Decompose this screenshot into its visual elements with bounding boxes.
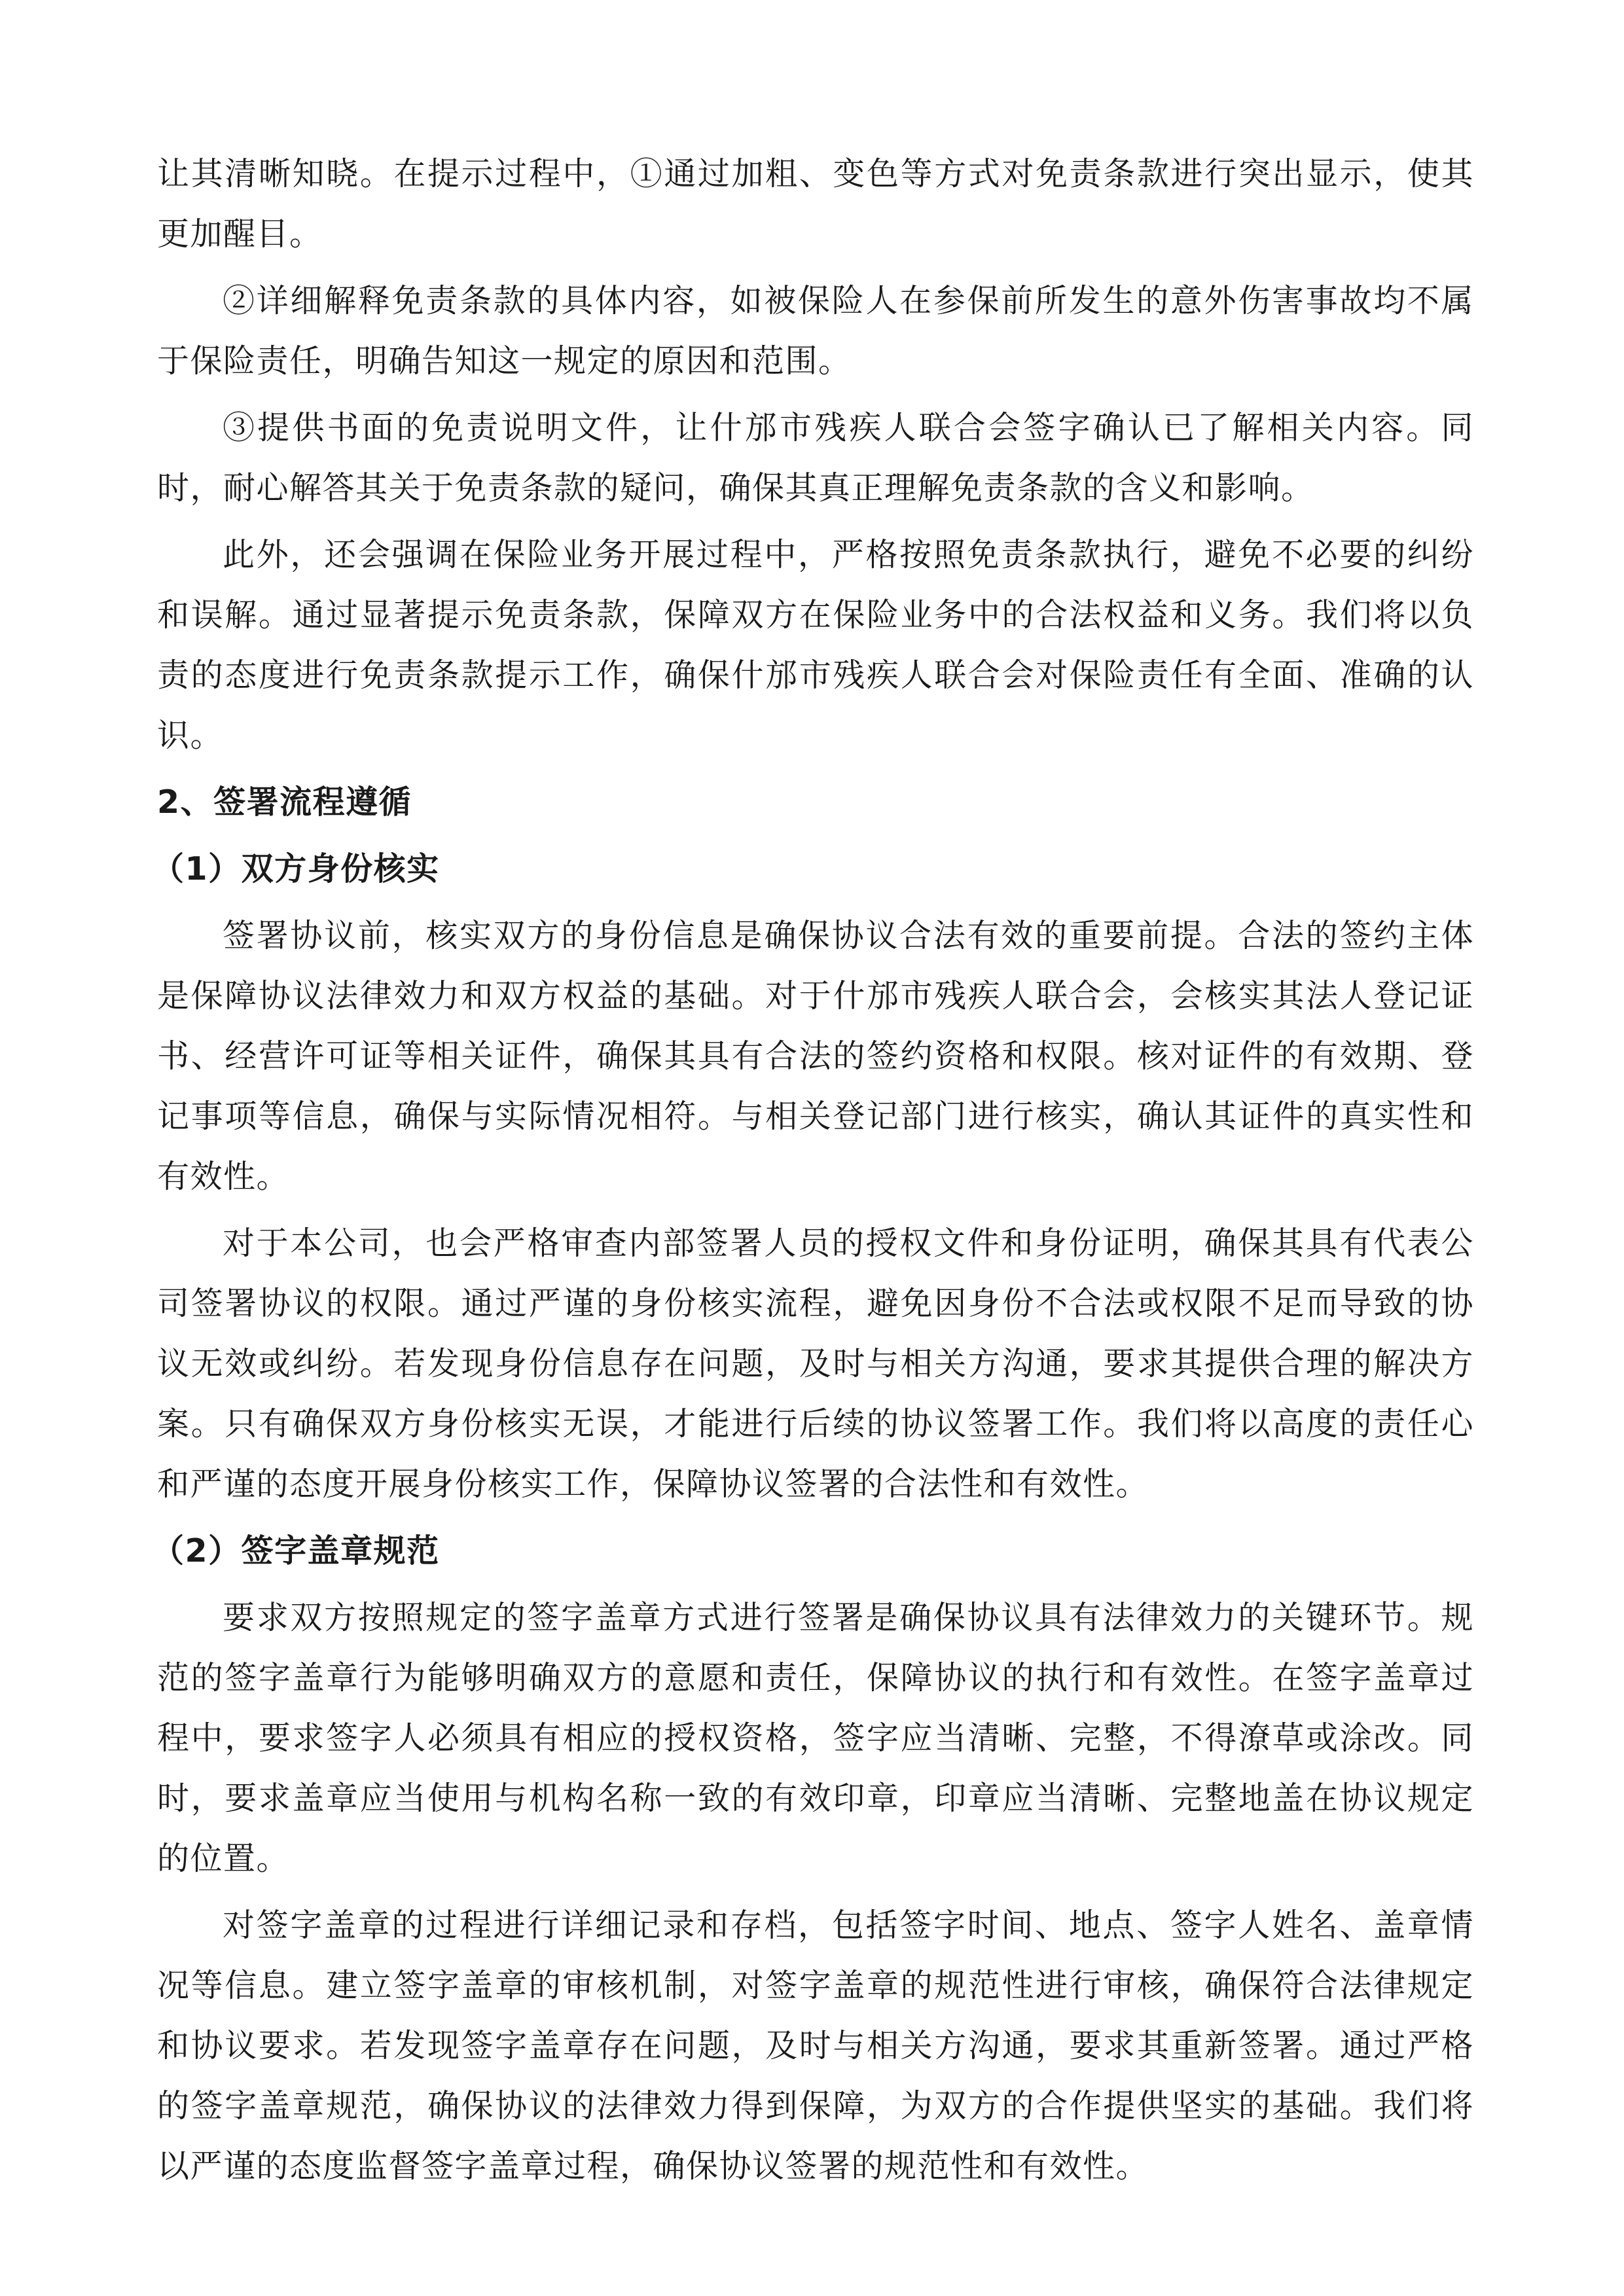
- paragraph-item-2: ②详细解释免责条款的具体内容，如被保险人在参保前所发生的意外伤害事故均不属于保险责任，明确告知这一规定的原因和范围。: [157, 282, 1474, 380]
- paragraph-identity-1: 签署协议前，核实双方的身份信息是确保协议合法有效的重要前提。合法的签约主体是保障协议法律效力和双方权益的基础。对于什邡市残疾人联合会，会核实其法人登记证书、经营许可证等相关证件，确保其具有合法的签约资格和权限。核对证件的有效期、登记事项等信息，确保与实际情况相符。与相关登记部门进行核实，确认其证件的真实性和有效性。: [157, 917, 1474, 1195]
- paragraph-continuation: 让其清晰知晓。在提示过程中，①通过加粗、变色等方式对免责条款进行突出显示，使其更加醒目。: [157, 155, 1474, 253]
- document-body: [152, 144, 1474, 2203]
- subsection-title-identity: （1）双方身份核实: [152, 850, 440, 888]
- paragraph-additional: 此外，还会强调在保险业务开展过程中，严格按照免责条款执行，避免不必要的纠纷和误解。通过显著提示免责条款，保障双方在保险业务中的合法权益和义务。我们将以负责的态度进行免责条款提示工作，确保什邡市残疾人联合会对保险责任有全面、准确的认识。: [157, 536, 1474, 754]
- paragraph-signature-1: 要求双方按照规定的签字盖章方式进行签署是确保协议具有法律效力的关键环节。规范的签字盖章行为能够明确双方的意愿和责任，保障协议的执行和有效性。在签字盖章过程中，要求签字人必须具有相应的授权资格，签字应当清晰、完整，不得潦草或涂改。同时，要求盖章应当使用与机构名称一致的有效印章，印章应当清晰、完整地盖在协议规定的位置。: [157, 1599, 1474, 1877]
- paragraph-identity-2: 对于本公司，也会严格审查内部签署人员的授权文件和身份证明，确保其具有代表公司签署协议的权限。通过严谨的身份核实流程，避免因身份不合法或权限不足而导致的协议无效或纠纷。若发现身份信息存在问题，及时与相关方沟通，要求其提供合理的解决方案。只有确保双方身份核实无误，才能进行后续的协议签署工作。我们将以高度的责任心和严谨的态度开展身份核实工作，保障协议签署的合法性和有效性。: [157, 1225, 1474, 1503]
- paragraph-item-3: ③提供书面的免责说明文件，让什邡市残疾人联合会签字确认已了解相关内容。同时，耐心解答其关于免责条款的疑问，确保其真正理解免责条款的含义和影响。: [157, 409, 1474, 507]
- subsection-title-signature: （2）签字盖章规范: [152, 1532, 440, 1570]
- section-title: 2、签署流程遵循: [157, 783, 412, 821]
- paragraph-signature-2: 对签字盖章的过程进行详细记录和存档，包括签字时间、地点、签字人姓名、盖章情况等信息。建立签字盖章的审核机制，对签字盖章的规范性进行审核，确保符合法律规定和协议要求。若发现签字盖章存在问题，及时与相关方沟通，要求其重新签署。通过严格的签字盖章规范，确保协议的法律效力得到保障，为双方的合作提供坚实的基础。我们将以严谨的态度监督签字盖章过程，确保协议签署的规范性和有效性。: [157, 1907, 1474, 2185]
